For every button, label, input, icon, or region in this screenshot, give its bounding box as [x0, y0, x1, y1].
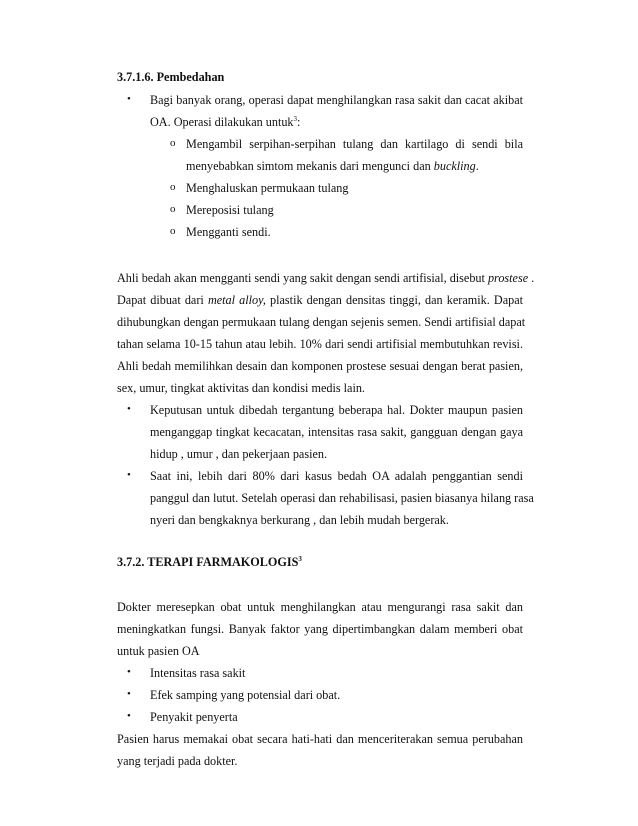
section-heading-pembedahan: 3.7.1.6. Pembedahan: [117, 70, 225, 84]
list-item: Efek samping yang potensial dari obat.: [150, 688, 341, 702]
text-line: nyeri dan bengkaknya berkurang , dan lebih mudah bergerak.: [150, 513, 449, 527]
text-line: menyebabkan simtom mekanis dari mengunci dan buckling.: [186, 159, 479, 173]
text-line: Mengganti sendi.: [186, 225, 271, 239]
bullet-icon: •: [127, 93, 131, 105]
paragraph-line: yang terjadi pada dokter.: [117, 754, 238, 768]
paragraph-line: Dapat dibuat dari metal alloy, plastik dengan densitas tinggi, dan keramik. Dapat: [117, 293, 523, 307]
text-line: hidup , umur , dan pekerjaan pasien.: [150, 447, 328, 461]
text-line: Mengambil serpihan-serpihan tulang dan kartilago di sendi bila: [186, 137, 523, 151]
text-line: Keputusan untuk dibedah tergantung beberapa hal. Dokter maupun pasien: [150, 403, 523, 417]
bullet-icon: •: [127, 469, 131, 481]
bullet-icon: •: [127, 710, 131, 722]
paragraph-line: Pasien harus memakai obat secara hati-hati dan menceriterakan semua perubahan: [117, 732, 523, 746]
circle-bullet-icon: o: [170, 225, 176, 237]
circle-bullet-icon: o: [170, 203, 176, 215]
paragraph-line: dihubungkan dengan permukaan tulang dengan sejenis semen. Sendi artifisial dapat: [117, 315, 526, 329]
text-line: Mereposisi tulang: [186, 203, 274, 217]
bullet-icon: •: [127, 666, 131, 678]
paragraph-line: sex, umur, tingkat aktivitas dan kondisi medis lain.: [117, 381, 365, 395]
text-line: Saat ini, lebih dari 80% dari kasus bedah OA adalah penggantian sendi: [150, 469, 523, 483]
citation-superscript: 3: [293, 115, 298, 123]
text-line: menganggap tingkat kecacatan, intensitas rasa sakit, gangguan dengan gaya: [150, 425, 523, 439]
circle-bullet-icon: o: [170, 137, 176, 149]
text-line: Menghaluskan permukaan tulang: [186, 181, 349, 195]
bullet-icon: •: [127, 403, 131, 415]
list-item: Penyakit penyerta: [150, 710, 238, 724]
text-line: OA. Operasi dilakukan untuk$^3$:: [150, 115, 301, 129]
paragraph-line: Ahli bedah memilihkan desain dan komponen prostese sesuai dengan berat pasien,: [117, 359, 523, 373]
citation-superscript: 3: [298, 555, 302, 563]
list-item: Intensitas rasa sakit: [150, 666, 246, 680]
paragraph-line: tahan selama 10-15 tahun atau lebih. 10% dari sendi artifisial membutuhkan revisi.: [117, 337, 523, 351]
paragraph-line: Ahli bedah akan mengganti sendi yang sakit dengan sendi artifisial, disebut prostese .: [117, 271, 535, 285]
paragraph-line: meningkatkan fungsi. Banyak faktor yang dipertimbangkan dalam memberi obat: [117, 622, 523, 636]
paragraph-line: untuk pasien OA: [117, 644, 200, 658]
text-line: panggul dan lutut. Setelah operasi dan rehabilisasi, pasien biasanya hilang rasa: [150, 491, 534, 505]
bullet-icon: •: [127, 688, 131, 700]
paragraph-line: Dokter meresepkan obat untuk menghilangkan atau mengurangi rasa sakit dan: [117, 600, 523, 614]
circle-bullet-icon: o: [170, 181, 176, 193]
text-line: Bagi banyak orang, operasi dapat menghilangkan rasa sakit dan cacat akibat: [150, 93, 523, 107]
section-heading-terapi-farmakologis: 3.7.2. TERAPI FARMAKOLOGIS$^3$: [117, 555, 302, 569]
